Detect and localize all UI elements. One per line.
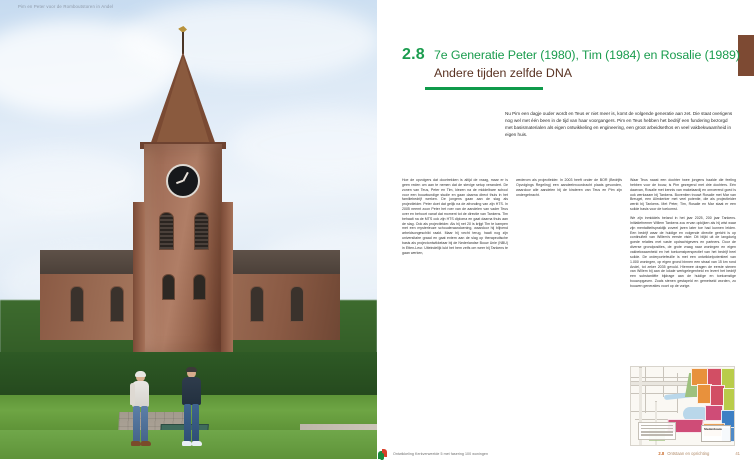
spire-inner — [155, 56, 211, 148]
belfry-louvre — [194, 212, 209, 250]
site-plan-legend — [638, 422, 676, 440]
intro-paragraph: Nu Pim een dagje ouder wordt en Teus er niet meer is, komt de volgende generatie aan zet. Die staat overigens nog wel met één been in de tijd van haar voorgangers. Pim en Teus hebben het bedrijf een fundering bezorgd met basismaterialen als eigen ontwikkeling en engineering, een groot arbeidsethos en veel vakbekwaamheid in eigen huis. — [505, 111, 733, 138]
accent-rule — [425, 87, 543, 90]
text-page — [377, 0, 754, 465]
footer-page-number: 41 — [735, 451, 740, 456]
body-column-1 — [402, 178, 508, 426]
tower-window — [162, 274, 175, 300]
chapter-title: 7e Generatie Peter (1980), Tim (1984) en Rosalie (1989) — [434, 48, 740, 62]
chapter-subtitle: Andere tijden zelfde DNA — [434, 66, 572, 80]
paragraph: Waar Teus naast een dochter twee jongens haalde die feeling hebben voor de bouw, is Pim gezegend met drie dochters. Eén daarvan, Rosalie met kennis van makelaardij en onroerend goed is ook werkzaam bij Tankens. Boventien trouwt Rosalie met Mar van Breugel, een Alimkerker met veel potentie, die als projectleider werkt bij Tankens. Met Peter, Tim, Rosalie en Mar staat er een solide basis voor de toekomst. — [630, 178, 736, 212]
church-tower-photo — [0, 0, 377, 459]
leaf-logo-icon — [378, 449, 388, 460]
page-footer — [658, 451, 740, 456]
tower-buttress — [133, 202, 145, 362]
spire-finial — [182, 32, 184, 54]
nave-window — [290, 286, 304, 322]
chapter-edge-tab — [738, 35, 754, 76]
nave-window — [110, 286, 124, 322]
person-pim — [128, 372, 154, 450]
site-plan-caption: Ontwikkeling Kerkverweelde 5 met fasering 100 woningen — [393, 452, 488, 456]
church-tower — [135, 52, 230, 352]
paragraph: We zijn inmiddels beland in het jaar 2025, 200 jaar Tankens. Initiatiefnemer Willem Tankens zou ervan opkijken als hij wist waar zijn mentaliteitspraktijk zoveel jaren later toe had kunnen leiden. Een bedrijf waar de huidige en volgende directie gericht is op continuïteit van Willem's eerste visie: Dit blijkt uit de langdurig goede relaties met vaste opdrachtgevers en partners. Door de diverse grondposities, de grote vraag naar woningen en eigen vakbekwaamheid en het toekomstperspectief van het bedrijf heel solide. De orderportefeuille is met een ontwikkelpotentieel van 1.000 woningen, op eigen grond binnen een straal van 15 km rond Andel, tot zeker 2035 gevuld. Hiermee dragen de eerste stenen van Willem bij aan de lokale werkgelegenheid en levert het bedrijf een substantiële bijdrage aan de huidige en toekomstige bouwopgaven. Zoals stenen gestapeld en gemetseld worden, zo bouwen generaties voort op de vorige. — [630, 216, 736, 288]
footer-chapter-text: Ontstaan en oprichting — [667, 451, 710, 456]
body-column-2 — [516, 178, 622, 426]
person-peter — [178, 368, 206, 450]
footer-chapter-number: 2.8 — [658, 451, 665, 456]
clock-face — [166, 164, 200, 198]
tower-window — [193, 274, 206, 300]
site-plan-stamp-label: Stedenbouw — [704, 427, 722, 431]
chapter-number: 2.8 — [402, 46, 425, 63]
photo-caption: Pim en Peter voor de Romboutstoren in Andel — [18, 4, 114, 9]
body-column-3 — [630, 178, 736, 358]
belfry-louvre — [159, 212, 174, 250]
paragraph: Hoe de opvolgers dat doortrekken is altijd de vraag, maar er is geen reden om aan te nemen dat de stevige setup verandert. De zonen van Teus, Peter en Tim, kiezen na de middelbare school voor een bouwkundige studie en gaan daarna direct thuis in het familiebedrijf werken. De jongens gaan aan de slag als projectleider. Peter doet dat gelijk na de afronding van zijn HTS. In 2005 neemt zoon Peter het roer van de aandelen van vader Teus over en behoort vanaf dat moment tot de directie van Tankens. Tim behaalt na de MTS ook zijn HTS diploma en gaat daarna thuis aan de slag. Ook als projectleider. Als hij net 20 is krijgt Tim te kampen met een mysterieuze schouderaandoening, waardoor hij blijvend arbeidsongeschikt raakt. Maar hij vecht terug, haalt nog zijn universitaire graad en gaat extern aan de slag op therapeutische basis als projectontwikkelaar bij de Nederlandse Bouw Unie (NBU) in Etten-Leur. Uiteindelijk lukt het hem zelfs om weer bij Tankens te gaan werken, — [402, 178, 508, 255]
page-bottom-margin — [0, 459, 377, 465]
site-plan-title-block — [701, 425, 731, 442]
tower-buttress — [221, 202, 233, 362]
nave-window — [70, 286, 84, 322]
site-plan-image — [630, 366, 735, 446]
paragraph: wederom als projectleider. In 2003 heeft onder de BOR (Bedrijfs Opvolgings Regeling) een aandeelnvoordracht plaats gevonden, waardoor alle aandelen bij de kinderen van Teus en Pim zijn ondergebracht. — [516, 178, 622, 197]
nave-window — [250, 286, 264, 322]
